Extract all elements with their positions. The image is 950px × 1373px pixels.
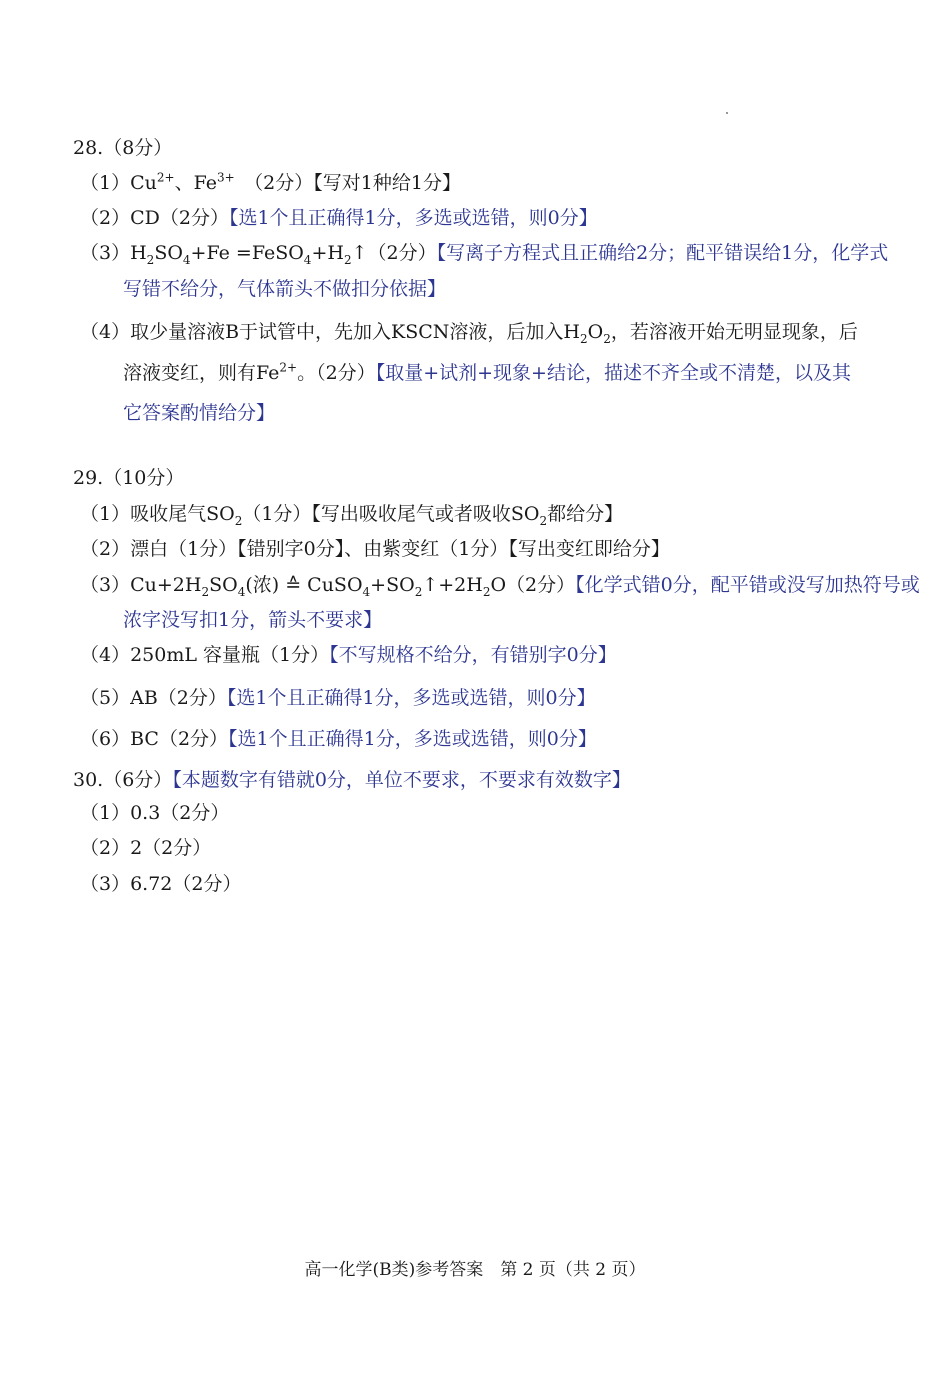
- q28-part4-note-cont: 它答案酌情给分】: [123, 402, 276, 424]
- q29-part6-note: 【选1个且正确得1分，多选或选错，则0分】: [228, 728, 597, 750]
- q28-part2: （2）CD（2分）【选1个且正确得1分，多选或选错，则0分】: [80, 207, 598, 229]
- scan-speck: [726, 112, 728, 114]
- q29-part5-note: 【选1个且正确得1分，多选或选错，则0分】: [226, 687, 596, 709]
- q29-title: 29.（10分）: [73, 467, 185, 489]
- q29-part1: （1）吸收尾气$SO_2(1$分）【写出吸收尾气或者吸收$SO_2$都给分】: [80, 503, 624, 528]
- q28-part4: （4）取少量溶液B于试管中，先加入KSCN溶液，后加入$H_2O_2$，若溶液开始无明显现象，后: [80, 321, 858, 346]
- q28-title: 28.（8分）: [73, 137, 173, 159]
- q29-part6: （6）BC（2分）【选1个且正确得1分，多选或选错，则0分】: [80, 728, 597, 750]
- q29-part3-note: 【化学式错0分，配平错或没写加热符号或: [575, 574, 920, 596]
- q29-part4: （4）250mL 容量瓶（1分）【不写规格不给分，有错别字0分】: [80, 644, 617, 666]
- q30-title: 30.（6分）【本题数字有错就0分，单位不要求，不要求有效数字】: [73, 769, 631, 791]
- q30-note: 【本题数字有错就0分，单位不要求，不要求有效数字】: [172, 769, 631, 791]
- q28-part1: $(1)Cu^{2+}$、$Fe^{3+}$ （2分）【写对1种给1分】: [80, 170, 461, 194]
- q28-part3-note: 【写离子方程式且正确给2分；配平错误给1分，化学式: [436, 242, 889, 264]
- q28-part3-note-cont: 写错不给分，气体箭头不做扣分依据】: [123, 278, 447, 300]
- q29-part4-note: 【不写规格不给分，有错别字0分】: [329, 644, 617, 666]
- q29-part3-note-cont: 浓字没写扣1分，箭头不要求】: [123, 609, 383, 631]
- q29-part5: （5）AB（2分）【选1个且正确得1分，多选或选错，则0分】: [80, 687, 596, 709]
- q30-part1: （1）0.3（2分）: [80, 802, 230, 824]
- q29-part2: （2）漂白（1分）【错别字0分】、由紫变红（1分）【写出变红即给分】: [80, 538, 670, 560]
- q29-part3: $(3)Cu+2H_2SO_4$(浓) ≙ $CuSO_4+SO_2↑+2H_2O(2$分）【化学式错0分，配平错或没写加热符号或: [80, 574, 920, 599]
- q28-part4-cont: 溶液变红，则有$Fe^{2+}$。（2分）【取量+试剂+现象+结论，描述不齐全或不清楚，以及其: [123, 360, 851, 384]
- q28-part2-note: 【选1个且正确得1分，多选或选错，则0分】: [228, 207, 598, 229]
- q28-part3: $(3)H_2SO_4+Fe$ $=FeSO_4+H_2↑(2$分）【写离子方程式且正确给2分；配平错误给1分，化学式: [80, 242, 889, 267]
- q28-part4-note: 【取量+试剂+现象+结论，描述不齐全或不清楚，以及其: [375, 362, 851, 384]
- page-footer: 高一化学(B类)参考答案 第 2 页（共 2 页）: [304, 1260, 646, 1280]
- q30-part3: （3）6.72（2分）: [80, 873, 242, 895]
- q30-part2: （2）2（2分）: [80, 837, 212, 859]
